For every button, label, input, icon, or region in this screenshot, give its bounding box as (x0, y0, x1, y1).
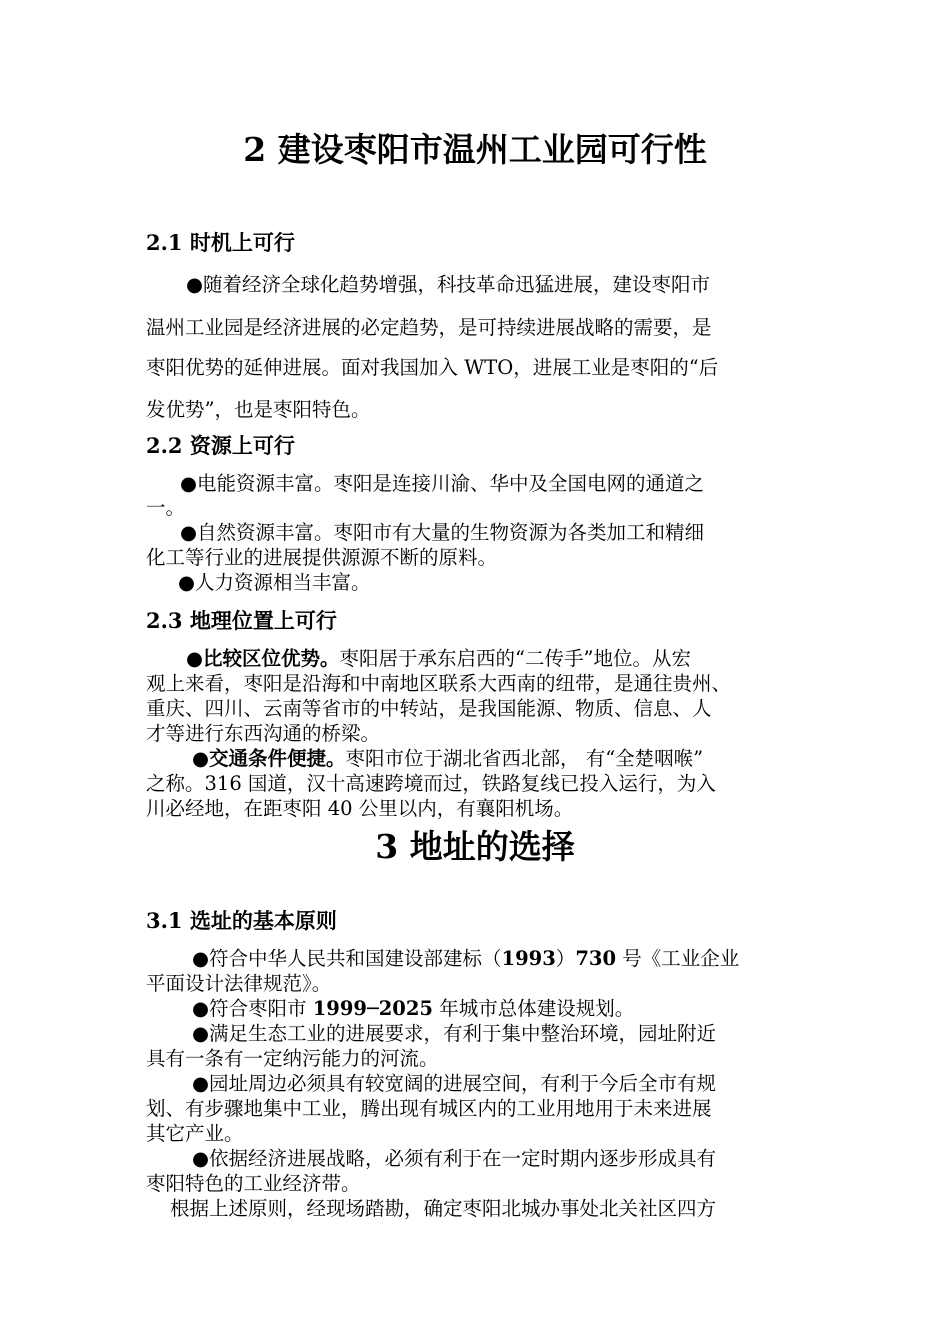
paragraph-line: 平面设计法律规范》。 (146, 972, 332, 995)
bold-number: 1999─2025 (312, 997, 434, 1020)
section-3-title: 3 地址的选择 (375, 827, 575, 866)
paragraph-line: ●园址周边必须具有较宽阔的进展空间，有利于今后全市有规 (192, 1072, 717, 1095)
section-2-title: 2 建设枣阳市温州工业园可行性 (243, 130, 707, 169)
paragraph-line: 根据上述原则，经现场踏勘，确定枣阳北城办事处北关社区四方 (170, 1197, 717, 1220)
paragraph-line: 划、有步骤地集中工业，腾出现有城区内的工业用地用于未来进展 (146, 1097, 712, 1120)
bold-lead: ●比较区位优势。 (186, 647, 340, 670)
paragraph-line: ●随着经济全球化趋势增强，科技革命迅猛进展，建设枣阳市 (186, 273, 711, 296)
heading-2-1: 2.1 时机上可行 (146, 230, 295, 255)
paragraph-line (186, 646, 691, 672)
paragraph-line: 其它产业。 (146, 1122, 244, 1145)
paragraph-line: 枣阳特色的工业经济带。 (146, 1172, 361, 1195)
paragraph-line: 一。 (146, 496, 186, 519)
text-run: ●符合中华人民共和国建设部建标（ (192, 947, 502, 970)
bold-lead: ●交通条件便捷。 (192, 747, 346, 770)
paragraph-line: ●人力资源相当丰富。 (178, 571, 371, 594)
paragraph-line: ●自然资源丰富。枣阳市有大量的生物资源为各类加工和精细 (180, 521, 705, 544)
paragraph-line: 川必经地，在距枣阳 40 公里以内，有襄阳机场。 (146, 797, 574, 820)
text-run: 号《工业企业 (616, 947, 740, 970)
paragraph-line (192, 746, 703, 772)
heading-2-2: 2.2 资源上可行 (146, 433, 295, 458)
paragraph-line: 具有一条有一定纳污能力的河流。 (146, 1047, 439, 1070)
text-run: ） (555, 947, 576, 970)
bold-number: 1993 (501, 947, 556, 970)
text-run: 枣阳市位于湖北省西北部， 有“全楚咽喉” (345, 747, 704, 770)
paragraph-line: 观上来看，枣阳是沿海和中南地区联系大西南的纽带，是通往贵州、 (146, 672, 732, 695)
paragraph-line: 才等进行东西沟通的桥梁。 (146, 722, 381, 745)
text-run: 枣阳居于承东启西的“二传手”地位。从宏 (339, 647, 691, 670)
paragraph-line: 重庆、四川、云南等省市的中转站，是我国能源、物质、信息、人 (146, 697, 712, 720)
paragraph-line: ●电能资源丰富。枣阳是连接川渝、华中及全国电网的通道之 (180, 472, 705, 495)
paragraph-line: 温州工业园是经济进展的必定趋势，是可持续进展战略的需要，是 (146, 316, 712, 339)
paragraph-line (192, 996, 634, 1022)
paragraph-line: 枣阳优势的延伸进展。面对我国加入 WTO，进展工业是枣阳的“后 (146, 356, 719, 379)
paragraph-line: 发优势”，也是枣阳特色。 (146, 398, 371, 421)
bold-number: 730 (575, 947, 617, 970)
text-run: 年城市总体建设规划。 (433, 997, 635, 1020)
paragraph-line (192, 946, 739, 972)
paragraph-line: 之称。316 国道，汉十高速跨境而过，铁路复线已投入运行，为入 (146, 772, 716, 795)
heading-3-1: 3.1 选址的基本原则 (146, 908, 337, 933)
heading-2-3: 2.3 地理位置上可行 (146, 608, 337, 633)
paragraph-line: ●满足生态工业的进展要求，有利于集中整治环境，园址附近 (192, 1022, 717, 1045)
paragraph-line: 化工等行业的进展提供源源不断的原料。 (146, 546, 498, 569)
text-run: ●符合枣阳市 (192, 997, 313, 1020)
paragraph-line: ●依据经济进展战略，必须有利于在一定时期内逐步形成具有 (192, 1147, 717, 1170)
